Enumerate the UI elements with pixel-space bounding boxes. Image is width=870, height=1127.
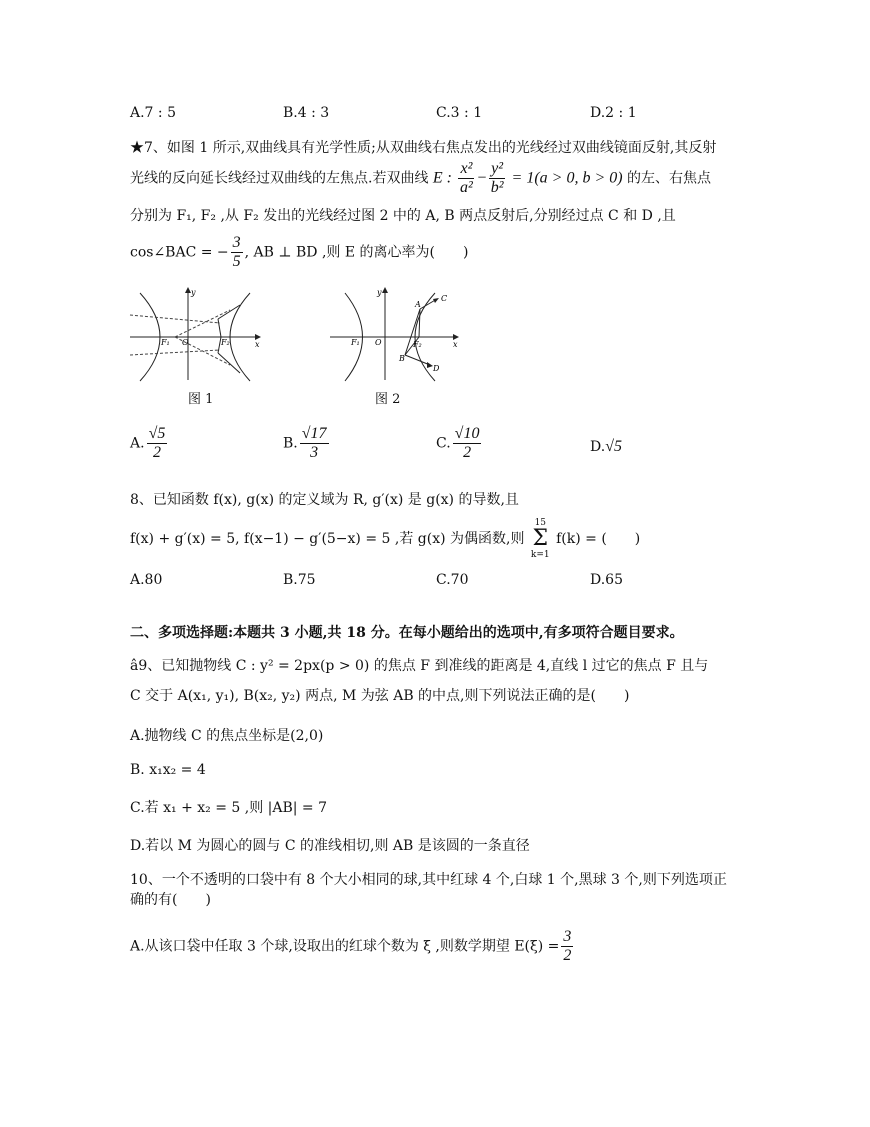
q6-option-c: C.3 : 1 (436, 105, 483, 121)
cos-frac: $\frac{3}{5}$ (232, 234, 241, 270)
svg-text:y: y (191, 288, 196, 297)
svg-text:O: O (182, 338, 189, 347)
svg-text:F₁: F₁ (351, 338, 360, 347)
hyperbola-label: E : (432, 169, 453, 187)
q7-option-c: C. $\frac{√10}{2}$ (436, 425, 480, 461)
q8-line2-pre: f(x) + g′(x) = 5, f(x−1) − g′(5−x) = 5 ,若 g(x) 为偶函数,则 (130, 531, 525, 547)
q9-option-c: C.若 x₁ + x₂ = 5 ,则 |AB| = 7 (130, 800, 328, 816)
q7-option-d: D.√5 (590, 438, 622, 455)
expectation-frac: $\frac{3}{2}$ (563, 928, 572, 964)
q10-line1: 10、一个不透明的口袋中有 8 个大小相同的球,其中红球 4 个,白球 1 个,黑球 3 个,则下列选项正 (130, 872, 727, 888)
q6-option-d: D.2 : 1 (590, 105, 637, 121)
svg-text:C: C (441, 294, 448, 303)
svg-text:O: O (375, 338, 382, 347)
q10-line2: 确的有( ) (130, 892, 211, 908)
q6-option-b: B.4 : 3 (283, 105, 330, 121)
q10-option-a: A.从该口袋中任取 3 个球,设取出的红球个数为 ξ ,则数学期望 E(ξ) = $\frac{3}{2}$ (130, 928, 572, 964)
svg-text:x: x (453, 340, 458, 349)
summation: 15 Σ k=1 (530, 518, 550, 560)
q7-option-b: B. $\frac{√17}{3}$ (283, 425, 327, 461)
q8-option-a: A.80 (130, 572, 163, 588)
q8-option-b: B.75 (283, 572, 316, 588)
q7-line4-pre: cos∠BAC = − (130, 244, 229, 261)
q8-option-c: C.70 (436, 572, 469, 588)
q9-line1: â9、已知抛物线 C : y² = 2px(p > 0) 的焦点 F 到准线的距离是 4,直线 l 过它的焦点 F 且与 (130, 658, 709, 674)
q7-line3: 分别为 F₁, F₂ ,从 F₂ 发出的光线经过图 2 中的 A, B 两点反射后,分别经过点 C 和 D ,且 (130, 208, 676, 224)
q9-option-d: D.若以 M 为圆心的圆与 C 的准线相切,则 AB 是该圆的一条直径 (130, 838, 530, 854)
figure-2-caption: 图 2 (375, 392, 401, 407)
q8-line1: 8、已知函数 f(x), g(x) 的定义域为 R, g′(x) 是 g(x) 的导数,且 (130, 492, 519, 508)
svg-text:A: A (415, 300, 421, 309)
section-2-heading: 二、多项选择题:本题共 3 小题,共 18 分。在每小题给出的选项中,有多项符合题目要求。 (130, 625, 684, 641)
svg-text:x: x (255, 340, 260, 349)
q7-line2: 光线的反向延长线经过双曲线的左焦点.若双曲线 E : $\frac{\text{x²}}{\text{a²}}$ − $\frac{\text{y²}}{\text{b²}}$ = 1(a > 0, b > 0) 的左、右焦点 (130, 160, 712, 196)
hyperbola-x-frac: $\frac{\text{x²}}{\text{a²}}$ (460, 160, 473, 196)
q7-line4-post: , AB ⊥ BD ,则 E 的离心率为( ) (244, 244, 469, 261)
q9-option-a: A.抛物线 C 的焦点坐标是(2,0) (130, 728, 324, 744)
q7-line4 (130, 234, 468, 271)
hyperbola-y-frac: $\frac{\text{y²}}{\text{b²}}$ (490, 160, 504, 196)
svg-text:D: D (433, 364, 440, 373)
svg-text:F₁: F₁ (161, 338, 170, 347)
q6-option-a: A.7 : 5 (130, 105, 176, 121)
q7-line1: ★7、如图 1 所示,双曲线具有光学性质;从双曲线右焦点发出的光线经过双曲线镜面反射,其反射 (130, 140, 717, 156)
q9-line2: C 交于 A(x₁, y₁), B(x₂, y₂) 两点, M 为弦 AB 的中点,则下列说法正确的是( ) (130, 688, 630, 704)
q8-line2 (130, 518, 640, 560)
svg-text:y: y (377, 288, 382, 297)
svg-text:B: B (399, 354, 405, 363)
figure-1-caption: 图 1 (188, 392, 214, 407)
figure-1 (125, 285, 265, 383)
q7-line2-post: 的左、右焦点 (627, 170, 712, 187)
figure-2 (325, 285, 465, 383)
q7-line2-pre: 光线的反向延长线经过双曲线的左焦点.若双曲线 (130, 170, 429, 187)
svg-text:F₂: F₂ (413, 340, 422, 349)
q8-option-d: D.65 (590, 572, 623, 588)
q7-option-a: A. $\frac{√5}{2}$ (130, 425, 166, 461)
svg-text:F₂: F₂ (221, 338, 230, 347)
q8-line2-post: f(k) = ( ) (556, 531, 641, 547)
q9-option-b: B. x₁x₂ = 4 (130, 762, 206, 778)
hyperbola-tail: = 1(a > 0, b > 0) (511, 169, 623, 187)
